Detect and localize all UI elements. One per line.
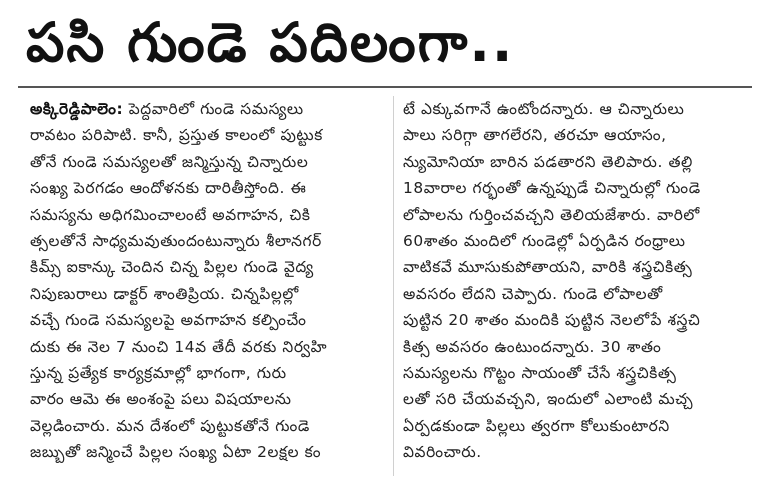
article-line: జబ్బుతో జన్మించే పిల్లల సంఖ్య ఏటా 2లక్షల కం <box>30 443 322 462</box>
article-column-right <box>403 96 759 465</box>
article-line-text: పెద్దవారిలో గుండె సమస్యలు <box>128 100 304 118</box>
article-line: సమస్యలను గొట్టం సాయంతో చేసే శస్త్రచికిత్స <box>403 363 677 382</box>
article-line: త్సలతోనే సాధ్యమవుతుందంటున్నారు శీలానగర్ <box>30 231 322 250</box>
article-line: వారం ఆమె ఈ అంశంపై పలు విషయాలను <box>30 390 292 409</box>
dateline: అక్కిరెడ్డిపాలెం: <box>30 100 124 118</box>
article-line: వెల్లడించారు. మన దేశంలో పుట్టుకతోనే గుండె <box>30 416 310 435</box>
article-line: ఏర్పడకుండా పిల్లలు త్వరగా కోలుకుంటారని <box>403 416 670 435</box>
article-line: స్తున్న ప్రత్యేక కార్యక్రమాల్లో భాగంగా, గురు <box>30 363 287 382</box>
article-line <box>30 96 390 122</box>
article-line: దుకు ఈ నెల 7 నుంచి 14వ తేదీ వరకు నిర్వహి <box>30 337 328 356</box>
article-line: అవసరం లేదని చెప్పారు. గుండె లోపాలతో <box>403 284 663 303</box>
article-line: సమస్యను అధిగమించాలంటే అవగాహన, చికి <box>30 205 311 224</box>
article-line: సంఖ్య పెరగడం ఆందోళనకు దారితీస్తోంది. ఈ <box>30 179 307 198</box>
headline: పసి గుండె పదిలంగా.. <box>26 11 515 74</box>
article-line: న్యుమోనియా బారిన పడతారని తెలిపారు. తల్లి <box>403 152 693 171</box>
column-divider <box>393 96 394 476</box>
article-line: వాటికవే మూసుకుపోతాయని, వారికి శస్త్రచికిత్స <box>403 258 693 277</box>
article-line: నిపుణురాలు డాక్టర్ శాంతిప్రియ. చిన్నపిల్లల్లో <box>30 284 299 303</box>
article-line: పాలు సరిగ్గా తాగలేరని, తరచూ ఆయాసం, <box>403 126 667 145</box>
article-line: 18వారాల గర్భంతో ఉన్నప్పుడే చిన్నారుల్లో గుండె <box>403 179 701 198</box>
article-line: వివరించారు. <box>403 443 482 462</box>
article-line: పుట్టిన 20 శాతం మందికి పుట్టిన నెలలోపే శస్త్రచి <box>403 311 701 330</box>
article-line: కిత్స అవసరం ఉంటుందన్నారు. 30 శాతం <box>403 337 662 356</box>
article-line: వచ్చే గుండె సమస్యలపై అవగాహన కల్పించేం <box>30 311 307 330</box>
headline-rule <box>18 86 752 88</box>
article-line: 60శాతం మందిలో గుండెల్లో ఏర్పడిన రంధ్రాలు <box>403 231 686 250</box>
article-line: తోనే గుండె సమస్యలతో జన్మిస్తున్న చిన్నారుల <box>30 152 309 171</box>
article-line: కిమ్స్ ఐకాన్కు చెందిన చిన్న పిల్లల గుండె వైద్య <box>30 258 314 277</box>
article-line: టే ఎక్కువగానే ఉంటోందన్నారు. ఆ చిన్నారులు <box>403 100 685 118</box>
article-line: రావటం పరిపాటి. కానీ, ప్రస్తుత కాలంలో పుట్టుక <box>30 126 323 145</box>
article-line: లోపాలను గుర్తించవచ్చని తెలియజేశారు. వారిలో <box>403 205 700 224</box>
article-column-left <box>30 96 390 465</box>
article-line: లతో సరి చేయవచ్చని, ఇందులో ఎలాంటి మచ్చ <box>403 390 694 409</box>
